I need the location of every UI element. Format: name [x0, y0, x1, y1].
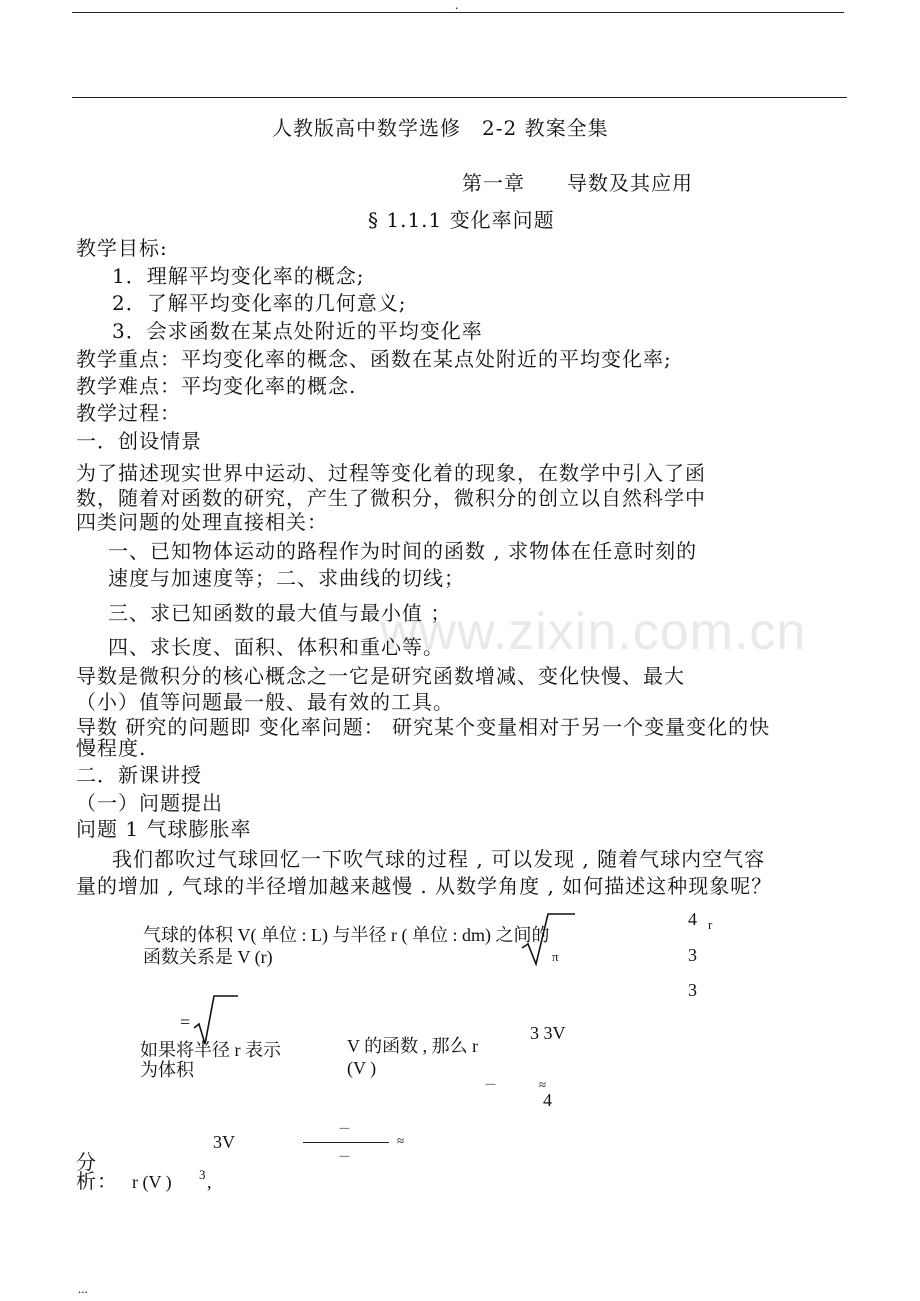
cube-root-expression: 3 3V: [530, 1023, 566, 1043]
core-line: 导数是微积分的核心概念之一它是研究函数增减、变化快慢、最大: [76, 664, 685, 688]
numerator-3v: 3V: [213, 1132, 235, 1152]
fraction-denominator: 3: [688, 945, 697, 965]
inverse-line1: 如果将半径 r 表示: [140, 1040, 281, 1060]
objective-item: 1．理解平均变化率的概念;: [112, 264, 365, 288]
core-line: （小）值等问题最一般、最有效的工具。: [76, 690, 454, 714]
volume-relation-line2: 函数关系是 V (r): [143, 947, 273, 967]
problem-line: 三、求已知函数的最大值与最小值 ；: [108, 601, 452, 625]
intro-line: 为了描述现实世界中运动、过程等变化着的现象，在数学中引入了函: [76, 461, 706, 485]
minus-sign: －: [484, 1077, 498, 1092]
document-title: 人教版高中数学选修 2-2 教案全集: [272, 116, 609, 140]
objective-item: 2．了解平均变化率的几何意义;: [112, 291, 407, 315]
exponent-three: 3: [688, 980, 697, 1000]
denominator-four: 4: [543, 1090, 552, 1110]
fraction-variable: r: [708, 917, 713, 932]
inverse-line2-right: (V ): [347, 1058, 377, 1078]
problem-line: 一、已知物体运动的路程作为时间的函数 , 求物体在任意时刻的: [108, 539, 698, 563]
header-dot: .: [455, 0, 459, 12]
rate-line: 慢程度.: [76, 736, 147, 760]
fraction-numerator: 4: [688, 909, 697, 929]
key-point: 教学重点：平均变化率的概念、函数在某点处附近的平均变化率;: [76, 347, 672, 371]
paragraph-line: 我们都吹过气球回忆一下吹气球的过程 , 可以发现 , 随着气球内空气容: [112, 847, 766, 871]
inverse-line1-right: V 的函数 , 那么 r: [347, 1036, 479, 1056]
difficulty: 教学难点：平均变化率的概念.: [76, 374, 357, 398]
analysis-label: 分: [76, 1150, 97, 1174]
rate-line: 导数 研究的问题即 变化率问题： 研究某个变量相对于另一个变量变化的快: [76, 715, 771, 739]
header-rule-second: [72, 97, 847, 98]
minus-sign: －: [338, 1121, 352, 1136]
problem-line: 速度与加速度等；二、求曲线的切线；: [108, 566, 465, 590]
radius-exponent: 3: [199, 1167, 206, 1182]
inverse-line2: 为体积: [140, 1060, 194, 1080]
fraction-bar: [303, 1142, 389, 1143]
part2-subheading: （一）问题提出: [76, 791, 223, 815]
process-heading: 教学过程：: [76, 401, 181, 425]
comma: ,: [207, 1172, 212, 1192]
approx-sign: ≈: [397, 1133, 405, 1148]
chapter-title: 第一章 导数及其应用: [462, 171, 693, 195]
minus-sign: －: [338, 1149, 352, 1164]
intro-line: 四类问题的处理直接相关：: [76, 510, 328, 534]
sqrt-sign-icon: [520, 912, 576, 968]
footer-dots: ...: [78, 1281, 88, 1296]
section-title: § 1.1.1 变化率问题: [368, 208, 555, 232]
paragraph-line: 量的增加 , 气球的半径增加越来越慢 . 从数学角度 , 如何描述这种现象呢？: [76, 874, 773, 898]
problem-line: 四、求长度、面积、体积和重心等。: [108, 635, 444, 659]
pi-symbol: π: [552, 949, 559, 964]
intro-line: 数，随着对函数的研究，产生了微积分，微积分的创立以自然科学中: [76, 486, 706, 510]
watermark: www.zixin.com.cn: [380, 603, 807, 661]
objective-item: 3．会求函数在某点处附近的平均变化率: [112, 319, 483, 343]
part1-heading: 一．创设情景: [76, 429, 202, 453]
objectives-heading: 教学目标:: [76, 236, 168, 260]
equals-sign: =: [180, 1012, 191, 1032]
volume-relation-line1: 气球的体积 V( 单位 : L) 与半径 r ( 单位 : dm) 之间的: [143, 925, 550, 945]
analysis-label: 析：: [76, 1169, 118, 1193]
approx-sign: ≈: [539, 1077, 547, 1092]
part2-heading: 二．新课讲授: [76, 763, 202, 787]
radius-function: r (V ): [132, 1172, 172, 1192]
problem1-title: 问题 1 气球膨胀率: [76, 817, 252, 841]
